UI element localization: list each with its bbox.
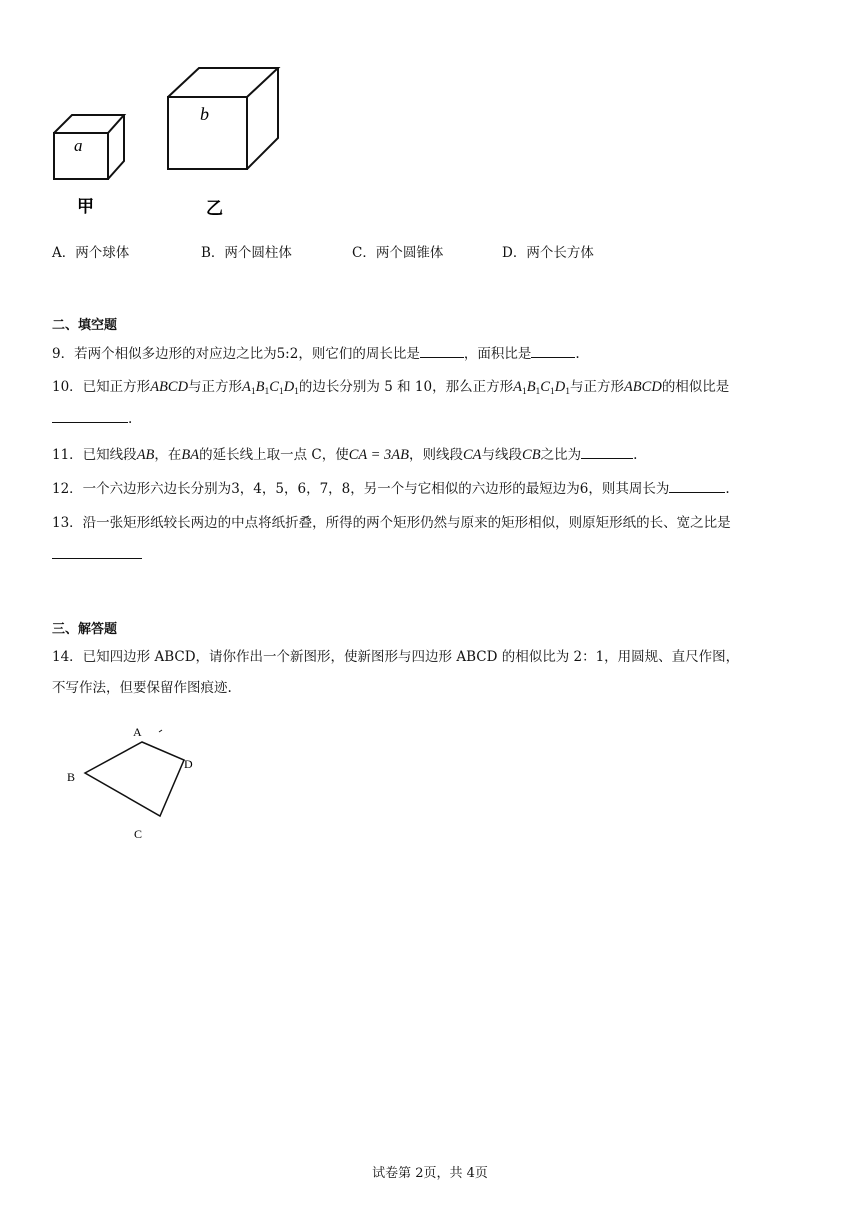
question-13-answer <box>52 546 142 563</box>
page-footer: 试卷第 2页，共 4页 <box>372 1166 488 1181</box>
blank <box>420 345 464 358</box>
option-c: C．两个圆锥体 <box>352 245 444 261</box>
quadrilateral-abcd <box>85 742 184 816</box>
question-12: 12．一个六边形六边长分别为3，4，5，6，7，8，另一个与它相似的六边形的最短边为6，则其周长为 . <box>52 481 730 497</box>
vertex-label-d: D <box>184 757 193 771</box>
question-10-answer: . <box>52 410 132 427</box>
blank <box>531 345 575 358</box>
small-cube-label: a <box>74 136 83 155</box>
big-cube-label: b <box>200 104 209 124</box>
blank <box>669 480 725 493</box>
vertex-label-a: A <box>133 725 142 739</box>
construction-mark <box>159 730 162 732</box>
small-cube-caption: 甲 <box>77 197 94 216</box>
question-11: 11．已知线段AB，在BA的延长线上取一点 C，使CA = 3AB，则线段CA与线段CB之比为 . <box>52 447 638 463</box>
question-13: 13．沿一张矩形纸较长两边的中点将纸折叠，所得的两个矩形仍然与原来的矩形相似，则原矩形纸的长、宽之比是 <box>52 515 731 531</box>
option-d: D．两个长方体 <box>502 245 594 261</box>
question-14-line-2: 不写作法，但要保留作图痕迹. <box>52 680 232 696</box>
option-b: B．两个圆柱体 <box>201 245 292 261</box>
small-cube-top <box>54 115 124 133</box>
question-10: 10．已知正方形ABCD与正方形$A_1B_1C_1D_1$的边长分别为 5 和 10，那么正方形$A_1B_1C_1D_1$与正方形ABCD的相似比是 <box>52 379 730 397</box>
big-cube-top <box>168 68 278 97</box>
blank <box>52 410 128 423</box>
question-14-line-1: 14．已知四边形 ABCD，请你作出一个新图形，使新图形与四边形 ABCD 的相似比为 2：1，用圆规、直尺作图， <box>52 649 740 665</box>
section-solve-title: 三、解答题 <box>52 622 118 637</box>
question-9: 9．若两个相似多边形的对应边之比为5:2，则它们的周长比是 ，面积比是 . <box>52 346 580 362</box>
big-cube-caption: 乙 <box>206 199 223 218</box>
cubes-figure <box>40 60 300 220</box>
option-a: A．两个球体 <box>52 245 130 261</box>
vertex-label-b: B <box>67 770 76 784</box>
vertex-label-c: C <box>134 827 143 841</box>
quadrilateral-figure <box>60 720 210 850</box>
section-fill-in-title: 二、填空题 <box>52 318 118 333</box>
blank <box>581 446 633 459</box>
blank <box>52 546 142 559</box>
